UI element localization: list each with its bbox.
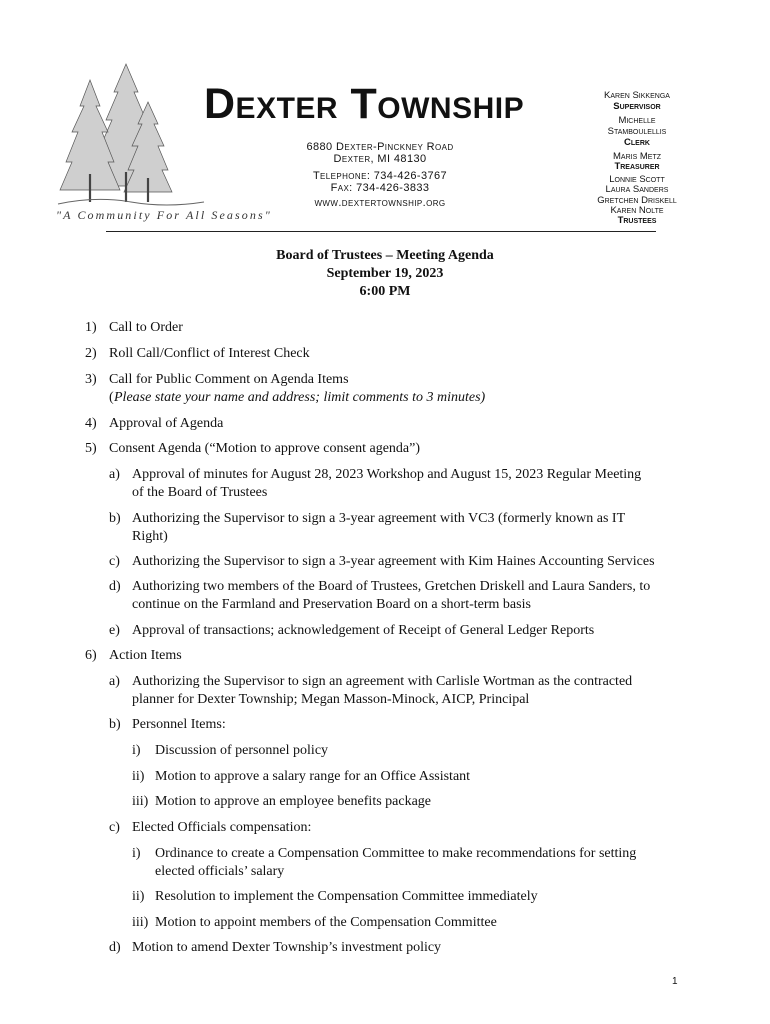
sub-item-minutes-approval-cont: of the Board of Trustees bbox=[132, 485, 268, 500]
compensation-resolution-item: Resolution to implement the Compensation Committee immediately bbox=[155, 889, 538, 904]
salary-range-item: Motion to approve a salary range for an Office Assistant bbox=[155, 769, 471, 784]
clerk-title: Clerk bbox=[624, 137, 650, 148]
sub-item-planner-agreement: Authorizing the Supervisor to sign an agreement with Carlisle Wortman as the contracted bbox=[132, 674, 633, 689]
public-comment-note-paren: ( bbox=[109, 390, 114, 405]
sub-item-letter: d) bbox=[109, 579, 121, 594]
website-link[interactable]: www.dextertownship.org bbox=[314, 197, 446, 209]
trustee-name: Lonnie Scott bbox=[609, 174, 665, 185]
sub-item-letter: c) bbox=[109, 554, 120, 569]
fax: Fax: 734-426-3833 bbox=[330, 182, 430, 194]
meeting-time: 6:00 PM bbox=[359, 284, 411, 299]
supervisor-title: Supervisor bbox=[613, 101, 661, 112]
agenda-item-public-comment: Call for Public Comment on Agenda Items bbox=[109, 372, 349, 387]
roman-numeral: iii) bbox=[132, 915, 149, 930]
sub-item-minutes-approval: Approval of minutes for August 28, 2023 Workshop and August 15, 2023 Regular Meeting bbox=[132, 467, 642, 482]
telephone: Telephone: 734-426-3767 bbox=[312, 170, 448, 182]
agenda-item-action-items: Action Items bbox=[109, 648, 182, 663]
sub-item-letter: e) bbox=[109, 623, 120, 638]
treasurer-name: Maris Metz bbox=[612, 151, 662, 162]
agenda-item-consent-agenda: Consent Agenda (“Motion to approve consent agenda”) bbox=[109, 441, 421, 456]
agenda-item-number: 6) bbox=[85, 648, 97, 663]
sub-item-letter: a) bbox=[109, 674, 120, 689]
roman-numeral: ii) bbox=[132, 769, 145, 784]
agenda-item-roll-call: Roll Call/Conflict of Interest Check bbox=[109, 346, 310, 361]
agenda-title: Board of Trustees – Meeting Agenda bbox=[276, 248, 494, 263]
township-motto: "A Community For All Seasons" bbox=[56, 208, 272, 222]
compensation-ordinance-item: Ordinance to create a Compensation Committee to make recommendations for setting bbox=[155, 846, 637, 861]
sub-item-letter: b) bbox=[109, 511, 121, 526]
meeting-date: September 19, 2023 bbox=[326, 266, 444, 281]
sub-item-vc3-agreement-cont: Right) bbox=[132, 529, 168, 544]
agenda-item-number: 5) bbox=[85, 441, 97, 456]
agenda-item-number: 3) bbox=[85, 372, 97, 387]
benefits-package-item: Motion to approve an employee benefits package bbox=[155, 794, 432, 809]
sub-item-farmland-board: Authorizing two members of the Board of Trustees, Gretchen Driskell and Laura Sanders, to bbox=[132, 579, 651, 594]
page-number: 1 bbox=[672, 976, 678, 987]
sub-item-letter: c) bbox=[109, 820, 120, 835]
trustees-title: Trustees bbox=[617, 215, 657, 226]
clerk-name-line-1: Michelle bbox=[618, 115, 656, 126]
roman-numeral: i) bbox=[132, 846, 141, 861]
compensation-ordinance-item-cont: elected officials’ salary bbox=[155, 864, 285, 879]
personnel-policy-item: Discussion of personnel policy bbox=[155, 743, 329, 758]
sub-item-elected-compensation: Elected Officials compensation: bbox=[132, 820, 312, 835]
sub-item-farmland-board-cont: continue on the Farmland and Preservation Board on a short-term basis bbox=[132, 597, 531, 612]
township-tree-logo bbox=[56, 62, 206, 212]
sub-item-vc3-agreement: Authorizing the Supervisor to sign a 3-year agreement with VC3 (formerly known as IT bbox=[132, 511, 626, 526]
roman-numeral: ii) bbox=[132, 889, 145, 904]
trustee-name: Gretchen Driskell bbox=[597, 195, 677, 206]
treasurer-title: Treasurer bbox=[614, 161, 660, 172]
township-title: Dexter Township bbox=[204, 80, 525, 128]
supervisor-name: Karen Sikkenga bbox=[604, 90, 670, 101]
public-comment-note: Please state your name and address; limit comments to 3 minutes) bbox=[114, 390, 486, 405]
roman-numeral: i) bbox=[132, 743, 141, 758]
sub-item-accounting-agreement: Authorizing the Supervisor to sign a 3-year agreement with Kim Haines Accounting Services bbox=[132, 554, 655, 569]
agenda-item-number: 1) bbox=[85, 320, 97, 335]
sub-item-letter: b) bbox=[109, 717, 121, 732]
sub-item-letter: a) bbox=[109, 467, 120, 482]
committee-appointment-item: Motion to appoint members of the Compensation Committee bbox=[155, 915, 497, 930]
agenda-item-approval-of-agenda: Approval of Agenda bbox=[109, 416, 224, 431]
address-line-2: Dexter, MI 48130 bbox=[333, 153, 427, 165]
agenda-item-call-to-order: Call to Order bbox=[109, 320, 183, 335]
agenda-item-number: 2) bbox=[85, 346, 97, 361]
sub-item-personnel: Personnel Items: bbox=[132, 717, 226, 732]
sub-item-investment-policy: Motion to amend Dexter Township’s investment policy bbox=[132, 940, 442, 955]
address-line-1: 6880 Dexter-Pinckney Road bbox=[306, 141, 454, 153]
sub-item-transactions: Approval of transactions; acknowledgement of Receipt of General Ledger Reports bbox=[132, 623, 595, 638]
roman-numeral: iii) bbox=[132, 794, 149, 809]
letterhead-divider bbox=[106, 231, 656, 232]
trustee-name: Karen Nolte bbox=[610, 205, 664, 216]
clerk-name-line-2: Stamboulellis bbox=[607, 126, 667, 137]
agenda-item-number: 4) bbox=[85, 416, 97, 431]
trustee-name: Laura Sanders bbox=[605, 184, 669, 195]
sub-item-letter: d) bbox=[109, 940, 121, 955]
sub-item-planner-agreement-cont: planner for Dexter Township; Megan Masson-Minock, AICP, Principal bbox=[132, 692, 530, 707]
